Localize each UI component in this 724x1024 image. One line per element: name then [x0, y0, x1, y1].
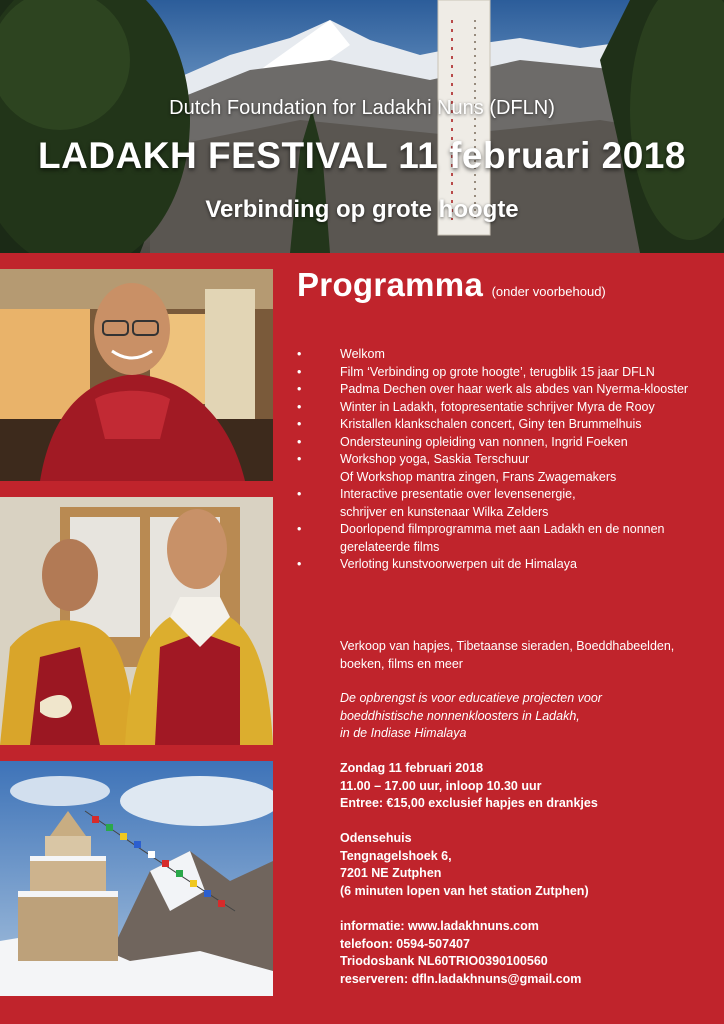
programma-list [297, 346, 717, 574]
bullet: • [297, 382, 302, 396]
contact-info [340, 918, 720, 988]
bullet: • [297, 452, 302, 466]
venue-address: Odensehuis Tengnagelshoek 6, 7201 NE Zutphen (6 minuten lopen van het station Zutphen) [340, 831, 589, 898]
list-item: • Interactive presentatie over levensenergie, schrijver en kunstenaar Wilka Zelders [297, 487, 576, 519]
website-text: informatie: www.ladakhnuns.com [340, 919, 539, 933]
list-item: • Welkom [297, 346, 717, 364]
list-item: • Winter in Ladakh, fotopresentatie schrijver Myra de Rooy [297, 399, 717, 417]
list-item: • Verloting kunstvoorwerpen uit de Himalaya [297, 556, 717, 574]
organization-name: Dutch Foundation for Ladakhi Nuns (DFLN) [169, 97, 555, 119]
bullet: • [297, 487, 302, 501]
bullet: • [297, 347, 302, 361]
bullet: • [297, 364, 302, 379]
programma-heading: Programma [297, 266, 484, 303]
list-item: • Film ‘Verbinding op grote hoogte’, terugblik 15 jaar DFLN [297, 364, 717, 382]
sales-info: Verkoop van hapjes, Tibetaanse sieraden, Boeddhabeelden, boeken, films en meer [340, 639, 675, 671]
bullet: • [297, 522, 302, 536]
programma-heading-group [297, 266, 606, 304]
festival-subtitle: Verbinding op grote hoogte [205, 196, 519, 223]
list-item: • Doorlopend filmprogramma met aan Ladakh en de nonnen gerelateerde films [297, 522, 665, 554]
bullet: • [297, 417, 302, 431]
list-item: • Padma Dechen over haar werk als abdes van Nyerma-klooster [297, 381, 717, 399]
proceeds-info: De opbrengst is voor educatieve projecten voor boeddhistische nonnenkloosters in Ladakh, in de Indiase Himalaya [340, 691, 602, 740]
programma-note: (onder voorbehoud) [491, 284, 606, 299]
list-item: • Kristallen klankschalen concert, Giny ten Brummelhuis [297, 416, 717, 434]
festival-title: LADAKH FESTIVAL 11 februari 2018 [38, 135, 686, 176]
email-text: reserveren: dfln.ladakhnuns@gmail.com [340, 971, 582, 986]
bullet: • [297, 557, 302, 571]
phone-text: telefoon: 0594-507407 [340, 936, 470, 951]
photo-abbess [0, 269, 273, 481]
event-date-info: Zondag 11 februari 2018 11.00 – 17.00 uur, inloop 10.30 uur Entree: €15,00 exclusief hapjes en drankjes [340, 761, 598, 810]
bank-text: Triodosbank NL60TRIO0390100560 [340, 954, 548, 968]
list-item: • Ondersteuning opleiding van nonnen, Ingrid Foeken [297, 434, 717, 452]
bullet: • [297, 434, 302, 449]
photo-stupa [0, 761, 273, 996]
list-item: • Workshop yoga, Saskia Terschuur Of Workshop mantra zingen, Frans Zwagemakers [297, 452, 617, 484]
bullet: • [297, 399, 302, 414]
header-photo [0, 0, 724, 253]
photo-two-nuns [0, 497, 273, 745]
